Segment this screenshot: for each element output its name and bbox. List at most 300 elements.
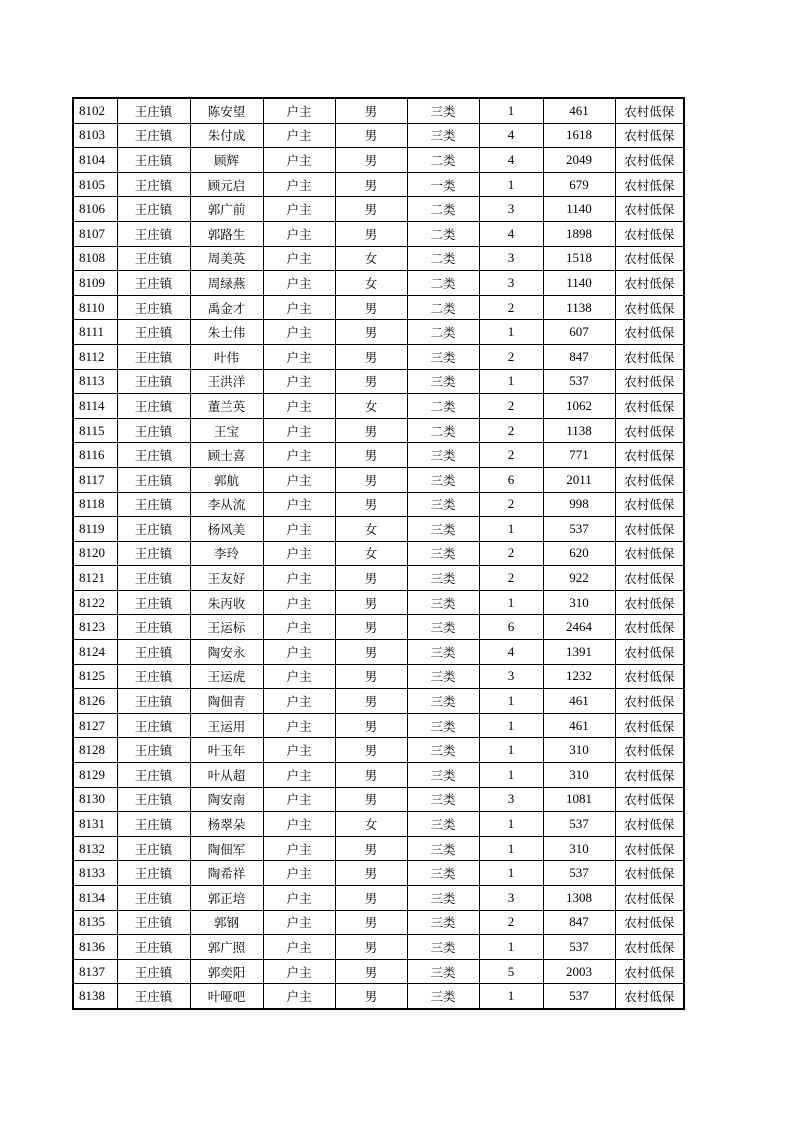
household-size-cell: 3: [479, 787, 543, 812]
gender-cell: 女: [335, 541, 407, 566]
record-id-cell: 8128: [73, 738, 117, 763]
gender-cell: 男: [335, 295, 407, 320]
amount-cell: 2049: [543, 148, 615, 173]
table-row: [73, 959, 684, 984]
township-cell: 王庄镇: [117, 910, 190, 935]
relation-cell: 户主: [263, 271, 335, 296]
relation-cell: 户主: [263, 148, 335, 173]
relation-cell: 户主: [263, 394, 335, 419]
table-row: [73, 738, 684, 763]
category-cell: 三类: [407, 886, 479, 911]
township-cell: 王庄镇: [117, 713, 190, 738]
name-cell: 王运用: [190, 713, 263, 738]
relation-cell: 户主: [263, 713, 335, 738]
township-cell: 王庄镇: [117, 221, 190, 246]
name-cell: 陶安南: [190, 787, 263, 812]
gender-cell: 男: [335, 344, 407, 369]
amount-cell: 461: [543, 689, 615, 714]
assistance-type-cell: 农村低保: [615, 369, 684, 394]
relation-cell: 户主: [263, 812, 335, 837]
relation-cell: 户主: [263, 418, 335, 443]
table-row: [73, 467, 684, 492]
category-cell: 三类: [407, 689, 479, 714]
table-row: [73, 615, 684, 640]
gender-cell: 女: [335, 394, 407, 419]
household-size-cell: 2: [479, 541, 543, 566]
assistance-type-cell: 农村低保: [615, 713, 684, 738]
household-size-cell: 1: [479, 369, 543, 394]
amount-cell: 998: [543, 492, 615, 517]
table-row: [73, 344, 684, 369]
assistance-type-cell: 农村低保: [615, 467, 684, 492]
relation-cell: 户主: [263, 295, 335, 320]
household-size-cell: 6: [479, 615, 543, 640]
township-cell: 王庄镇: [117, 271, 190, 296]
table-row: [73, 713, 684, 738]
category-cell: 三类: [407, 664, 479, 689]
gender-cell: 女: [335, 517, 407, 542]
amount-cell: 1062: [543, 394, 615, 419]
township-cell: 王庄镇: [117, 812, 190, 837]
amount-cell: 537: [543, 517, 615, 542]
gender-cell: 男: [335, 787, 407, 812]
amount-cell: 537: [543, 812, 615, 837]
table-row: [73, 861, 684, 886]
name-cell: 王运标: [190, 615, 263, 640]
gender-cell: 男: [335, 98, 407, 123]
assistance-type-cell: 农村低保: [615, 148, 684, 173]
township-cell: 王庄镇: [117, 566, 190, 591]
name-cell: 叶从超: [190, 763, 263, 788]
category-cell: 一类: [407, 172, 479, 197]
relation-cell: 户主: [263, 984, 335, 1009]
household-size-cell: 2: [479, 295, 543, 320]
record-id-cell: 8116: [73, 443, 117, 468]
name-cell: 陶希祥: [190, 861, 263, 886]
township-cell: 王庄镇: [117, 172, 190, 197]
household-size-cell: 1: [479, 590, 543, 615]
relation-cell: 户主: [263, 566, 335, 591]
township-cell: 王庄镇: [117, 517, 190, 542]
table-row: [73, 148, 684, 173]
gender-cell: 男: [335, 713, 407, 738]
table-row: [73, 443, 684, 468]
name-cell: 杨风美: [190, 517, 263, 542]
relation-cell: 户主: [263, 246, 335, 271]
category-cell: 二类: [407, 246, 479, 271]
relation-cell: 户主: [263, 664, 335, 689]
household-size-cell: 4: [479, 123, 543, 148]
township-cell: 王庄镇: [117, 640, 190, 665]
township-cell: 王庄镇: [117, 394, 190, 419]
record-id-cell: 8106: [73, 197, 117, 222]
assistance-type-cell: 农村低保: [615, 812, 684, 837]
record-id-cell: 8120: [73, 541, 117, 566]
township-cell: 王庄镇: [117, 861, 190, 886]
name-cell: 禹金才: [190, 295, 263, 320]
township-cell: 王庄镇: [117, 738, 190, 763]
relation-cell: 户主: [263, 640, 335, 665]
assistance-type-cell: 农村低保: [615, 640, 684, 665]
assistance-type-cell: 农村低保: [615, 443, 684, 468]
household-size-cell: 1: [479, 836, 543, 861]
assistance-type-cell: 农村低保: [615, 320, 684, 345]
gender-cell: 男: [335, 418, 407, 443]
relation-cell: 户主: [263, 369, 335, 394]
relation-cell: 户主: [263, 492, 335, 517]
amount-cell: 310: [543, 738, 615, 763]
household-size-cell: 3: [479, 271, 543, 296]
category-cell: 二类: [407, 394, 479, 419]
gender-cell: 男: [335, 615, 407, 640]
record-id-cell: 8119: [73, 517, 117, 542]
household-size-cell: 1: [479, 861, 543, 886]
record-id-cell: 8102: [73, 98, 117, 123]
table-row: [73, 394, 684, 419]
name-cell: 陶佃军: [190, 836, 263, 861]
table-row: [73, 98, 684, 123]
record-id-cell: 8109: [73, 271, 117, 296]
gender-cell: 男: [335, 443, 407, 468]
record-id-cell: 8137: [73, 959, 117, 984]
relation-cell: 户主: [263, 123, 335, 148]
record-id-cell: 8111: [73, 320, 117, 345]
assistance-type-cell: 农村低保: [615, 197, 684, 222]
township-cell: 王庄镇: [117, 320, 190, 345]
gender-cell: 男: [335, 738, 407, 763]
household-size-cell: 1: [479, 713, 543, 738]
category-cell: 二类: [407, 148, 479, 173]
household-size-cell: 2: [479, 344, 543, 369]
table-body: [73, 98, 684, 1009]
table-row: [73, 517, 684, 542]
table-row: [73, 541, 684, 566]
record-id-cell: 8113: [73, 369, 117, 394]
assistance-type-cell: 农村低保: [615, 172, 684, 197]
gender-cell: 男: [335, 984, 407, 1009]
table-row: [73, 886, 684, 911]
name-cell: 郭广照: [190, 935, 263, 960]
relation-cell: 户主: [263, 172, 335, 197]
table-row: [73, 295, 684, 320]
gender-cell: 男: [335, 664, 407, 689]
category-cell: 三类: [407, 910, 479, 935]
gender-cell: 男: [335, 689, 407, 714]
amount-cell: 2011: [543, 467, 615, 492]
relation-cell: 户主: [263, 443, 335, 468]
assistance-type-cell: 农村低保: [615, 886, 684, 911]
amount-cell: 461: [543, 713, 615, 738]
category-cell: 三类: [407, 713, 479, 738]
table-row: [73, 271, 684, 296]
category-cell: 三类: [407, 861, 479, 886]
assistance-type-cell: 农村低保: [615, 836, 684, 861]
category-cell: 三类: [407, 590, 479, 615]
amount-cell: 537: [543, 861, 615, 886]
relation-cell: 户主: [263, 910, 335, 935]
name-cell: 叶玉年: [190, 738, 263, 763]
table-row: [73, 221, 684, 246]
table-row: [73, 172, 684, 197]
category-cell: 二类: [407, 295, 479, 320]
table-row: [73, 664, 684, 689]
assistance-type-cell: 农村低保: [615, 763, 684, 788]
township-cell: 王庄镇: [117, 664, 190, 689]
name-cell: 郭奕阳: [190, 959, 263, 984]
amount-cell: 1138: [543, 418, 615, 443]
township-cell: 王庄镇: [117, 295, 190, 320]
record-id-cell: 8127: [73, 713, 117, 738]
gender-cell: 女: [335, 812, 407, 837]
name-cell: 王友好: [190, 566, 263, 591]
household-size-cell: 4: [479, 640, 543, 665]
assistance-type-cell: 农村低保: [615, 615, 684, 640]
category-cell: 二类: [407, 320, 479, 345]
amount-cell: 1138: [543, 295, 615, 320]
household-size-cell: 2: [479, 566, 543, 591]
gender-cell: 男: [335, 221, 407, 246]
township-cell: 王庄镇: [117, 590, 190, 615]
table-row: [73, 812, 684, 837]
household-size-cell: 3: [479, 664, 543, 689]
relation-cell: 户主: [263, 344, 335, 369]
name-cell: 周美英: [190, 246, 263, 271]
assistance-type-cell: 农村低保: [615, 517, 684, 542]
category-cell: 三类: [407, 640, 479, 665]
table-row: [73, 369, 684, 394]
township-cell: 王庄镇: [117, 541, 190, 566]
table-row: [73, 763, 684, 788]
gender-cell: 男: [335, 640, 407, 665]
household-size-cell: 2: [479, 443, 543, 468]
relation-cell: 户主: [263, 787, 335, 812]
name-cell: 郭正培: [190, 886, 263, 911]
assistance-type-cell: 农村低保: [615, 246, 684, 271]
name-cell: 郭路生: [190, 221, 263, 246]
record-id-cell: 8117: [73, 467, 117, 492]
category-cell: 二类: [407, 418, 479, 443]
amount-cell: 2464: [543, 615, 615, 640]
assistance-type-cell: 农村低保: [615, 221, 684, 246]
gender-cell: 男: [335, 886, 407, 911]
name-cell: 李玲: [190, 541, 263, 566]
category-cell: 三类: [407, 836, 479, 861]
household-size-cell: 1: [479, 984, 543, 1009]
gender-cell: 女: [335, 246, 407, 271]
relief-roster-table: [72, 97, 685, 1010]
gender-cell: 男: [335, 123, 407, 148]
category-cell: 二类: [407, 271, 479, 296]
household-size-cell: 1: [479, 689, 543, 714]
assistance-type-cell: 农村低保: [615, 959, 684, 984]
household-size-cell: 2: [479, 394, 543, 419]
record-id-cell: 8132: [73, 836, 117, 861]
gender-cell: 男: [335, 148, 407, 173]
relation-cell: 户主: [263, 886, 335, 911]
name-cell: 陈安望: [190, 98, 263, 123]
table-row: [73, 984, 684, 1009]
township-cell: 王庄镇: [117, 836, 190, 861]
table-row: [73, 590, 684, 615]
category-cell: 三类: [407, 984, 479, 1009]
township-cell: 王庄镇: [117, 418, 190, 443]
assistance-type-cell: 农村低保: [615, 935, 684, 960]
township-cell: 王庄镇: [117, 689, 190, 714]
assistance-type-cell: 农村低保: [615, 123, 684, 148]
amount-cell: 537: [543, 984, 615, 1009]
amount-cell: 2003: [543, 959, 615, 984]
township-cell: 王庄镇: [117, 443, 190, 468]
assistance-type-cell: 农村低保: [615, 295, 684, 320]
township-cell: 王庄镇: [117, 467, 190, 492]
household-size-cell: 3: [479, 197, 543, 222]
name-cell: 顾士喜: [190, 443, 263, 468]
assistance-type-cell: 农村低保: [615, 492, 684, 517]
record-id-cell: 8110: [73, 295, 117, 320]
name-cell: 朱士伟: [190, 320, 263, 345]
category-cell: 二类: [407, 197, 479, 222]
name-cell: 顾元启: [190, 172, 263, 197]
category-cell: 三类: [407, 935, 479, 960]
assistance-type-cell: 农村低保: [615, 787, 684, 812]
amount-cell: 607: [543, 320, 615, 345]
relation-cell: 户主: [263, 98, 335, 123]
relation-cell: 户主: [263, 320, 335, 345]
household-size-cell: 1: [479, 320, 543, 345]
amount-cell: 1308: [543, 886, 615, 911]
assistance-type-cell: 农村低保: [615, 590, 684, 615]
category-cell: 二类: [407, 221, 479, 246]
table-row: [73, 123, 684, 148]
amount-cell: 1391: [543, 640, 615, 665]
category-cell: 三类: [407, 787, 479, 812]
household-size-cell: 2: [479, 492, 543, 517]
gender-cell: 女: [335, 271, 407, 296]
category-cell: 三类: [407, 566, 479, 591]
relation-cell: 户主: [263, 738, 335, 763]
household-size-cell: 4: [479, 221, 543, 246]
amount-cell: 1898: [543, 221, 615, 246]
amount-cell: 847: [543, 910, 615, 935]
relation-cell: 户主: [263, 615, 335, 640]
household-size-cell: 2: [479, 418, 543, 443]
category-cell: 三类: [407, 98, 479, 123]
assistance-type-cell: 农村低保: [615, 910, 684, 935]
household-size-cell: 1: [479, 172, 543, 197]
township-cell: 王庄镇: [117, 98, 190, 123]
name-cell: 郭航: [190, 467, 263, 492]
assistance-type-cell: 农村低保: [615, 861, 684, 886]
table-row: [73, 836, 684, 861]
gender-cell: 男: [335, 836, 407, 861]
table-row: [73, 246, 684, 271]
table-row: [73, 492, 684, 517]
name-cell: 朱丙收: [190, 590, 263, 615]
household-size-cell: 5: [479, 959, 543, 984]
household-size-cell: 3: [479, 246, 543, 271]
table-row: [73, 787, 684, 812]
assistance-type-cell: 农村低保: [615, 271, 684, 296]
table-row: [73, 910, 684, 935]
amount-cell: 1081: [543, 787, 615, 812]
record-id-cell: 8122: [73, 590, 117, 615]
relation-cell: 户主: [263, 590, 335, 615]
township-cell: 王庄镇: [117, 344, 190, 369]
amount-cell: 847: [543, 344, 615, 369]
category-cell: 三类: [407, 517, 479, 542]
category-cell: 三类: [407, 615, 479, 640]
township-cell: 王庄镇: [117, 246, 190, 271]
gender-cell: 男: [335, 959, 407, 984]
name-cell: 郭钢: [190, 910, 263, 935]
household-size-cell: 4: [479, 148, 543, 173]
amount-cell: 1618: [543, 123, 615, 148]
record-id-cell: 8136: [73, 935, 117, 960]
category-cell: 三类: [407, 812, 479, 837]
record-id-cell: 8126: [73, 689, 117, 714]
relation-cell: 户主: [263, 836, 335, 861]
gender-cell: 男: [335, 763, 407, 788]
table-row: [73, 320, 684, 345]
relation-cell: 户主: [263, 221, 335, 246]
amount-cell: 310: [543, 836, 615, 861]
township-cell: 王庄镇: [117, 123, 190, 148]
township-cell: 王庄镇: [117, 615, 190, 640]
gender-cell: 男: [335, 467, 407, 492]
township-cell: 王庄镇: [117, 959, 190, 984]
relation-cell: 户主: [263, 541, 335, 566]
amount-cell: 679: [543, 172, 615, 197]
record-id-cell: 8105: [73, 172, 117, 197]
household-size-cell: 2: [479, 910, 543, 935]
township-cell: 王庄镇: [117, 369, 190, 394]
gender-cell: 男: [335, 935, 407, 960]
name-cell: 朱付成: [190, 123, 263, 148]
name-cell: 周绿燕: [190, 271, 263, 296]
record-id-cell: 8138: [73, 984, 117, 1009]
name-cell: 郭广前: [190, 197, 263, 222]
relation-cell: 户主: [263, 959, 335, 984]
name-cell: 叶哑吧: [190, 984, 263, 1009]
amount-cell: 310: [543, 763, 615, 788]
assistance-type-cell: 农村低保: [615, 689, 684, 714]
record-id-cell: 8123: [73, 615, 117, 640]
amount-cell: 1232: [543, 664, 615, 689]
assistance-type-cell: 农村低保: [615, 418, 684, 443]
gender-cell: 男: [335, 910, 407, 935]
name-cell: 李从流: [190, 492, 263, 517]
amount-cell: 1140: [543, 197, 615, 222]
record-id-cell: 8107: [73, 221, 117, 246]
household-size-cell: 6: [479, 467, 543, 492]
amount-cell: 537: [543, 935, 615, 960]
relation-cell: 户主: [263, 935, 335, 960]
assistance-type-cell: 农村低保: [615, 541, 684, 566]
township-cell: 王庄镇: [117, 935, 190, 960]
relation-cell: 户主: [263, 861, 335, 886]
gender-cell: 男: [335, 590, 407, 615]
amount-cell: 537: [543, 369, 615, 394]
name-cell: 顾辉: [190, 148, 263, 173]
household-size-cell: 3: [479, 886, 543, 911]
name-cell: 陶佃青: [190, 689, 263, 714]
amount-cell: 1140: [543, 271, 615, 296]
record-id-cell: 8124: [73, 640, 117, 665]
record-id-cell: 8129: [73, 763, 117, 788]
relation-cell: 户主: [263, 197, 335, 222]
record-id-cell: 8133: [73, 861, 117, 886]
name-cell: 王运虎: [190, 664, 263, 689]
